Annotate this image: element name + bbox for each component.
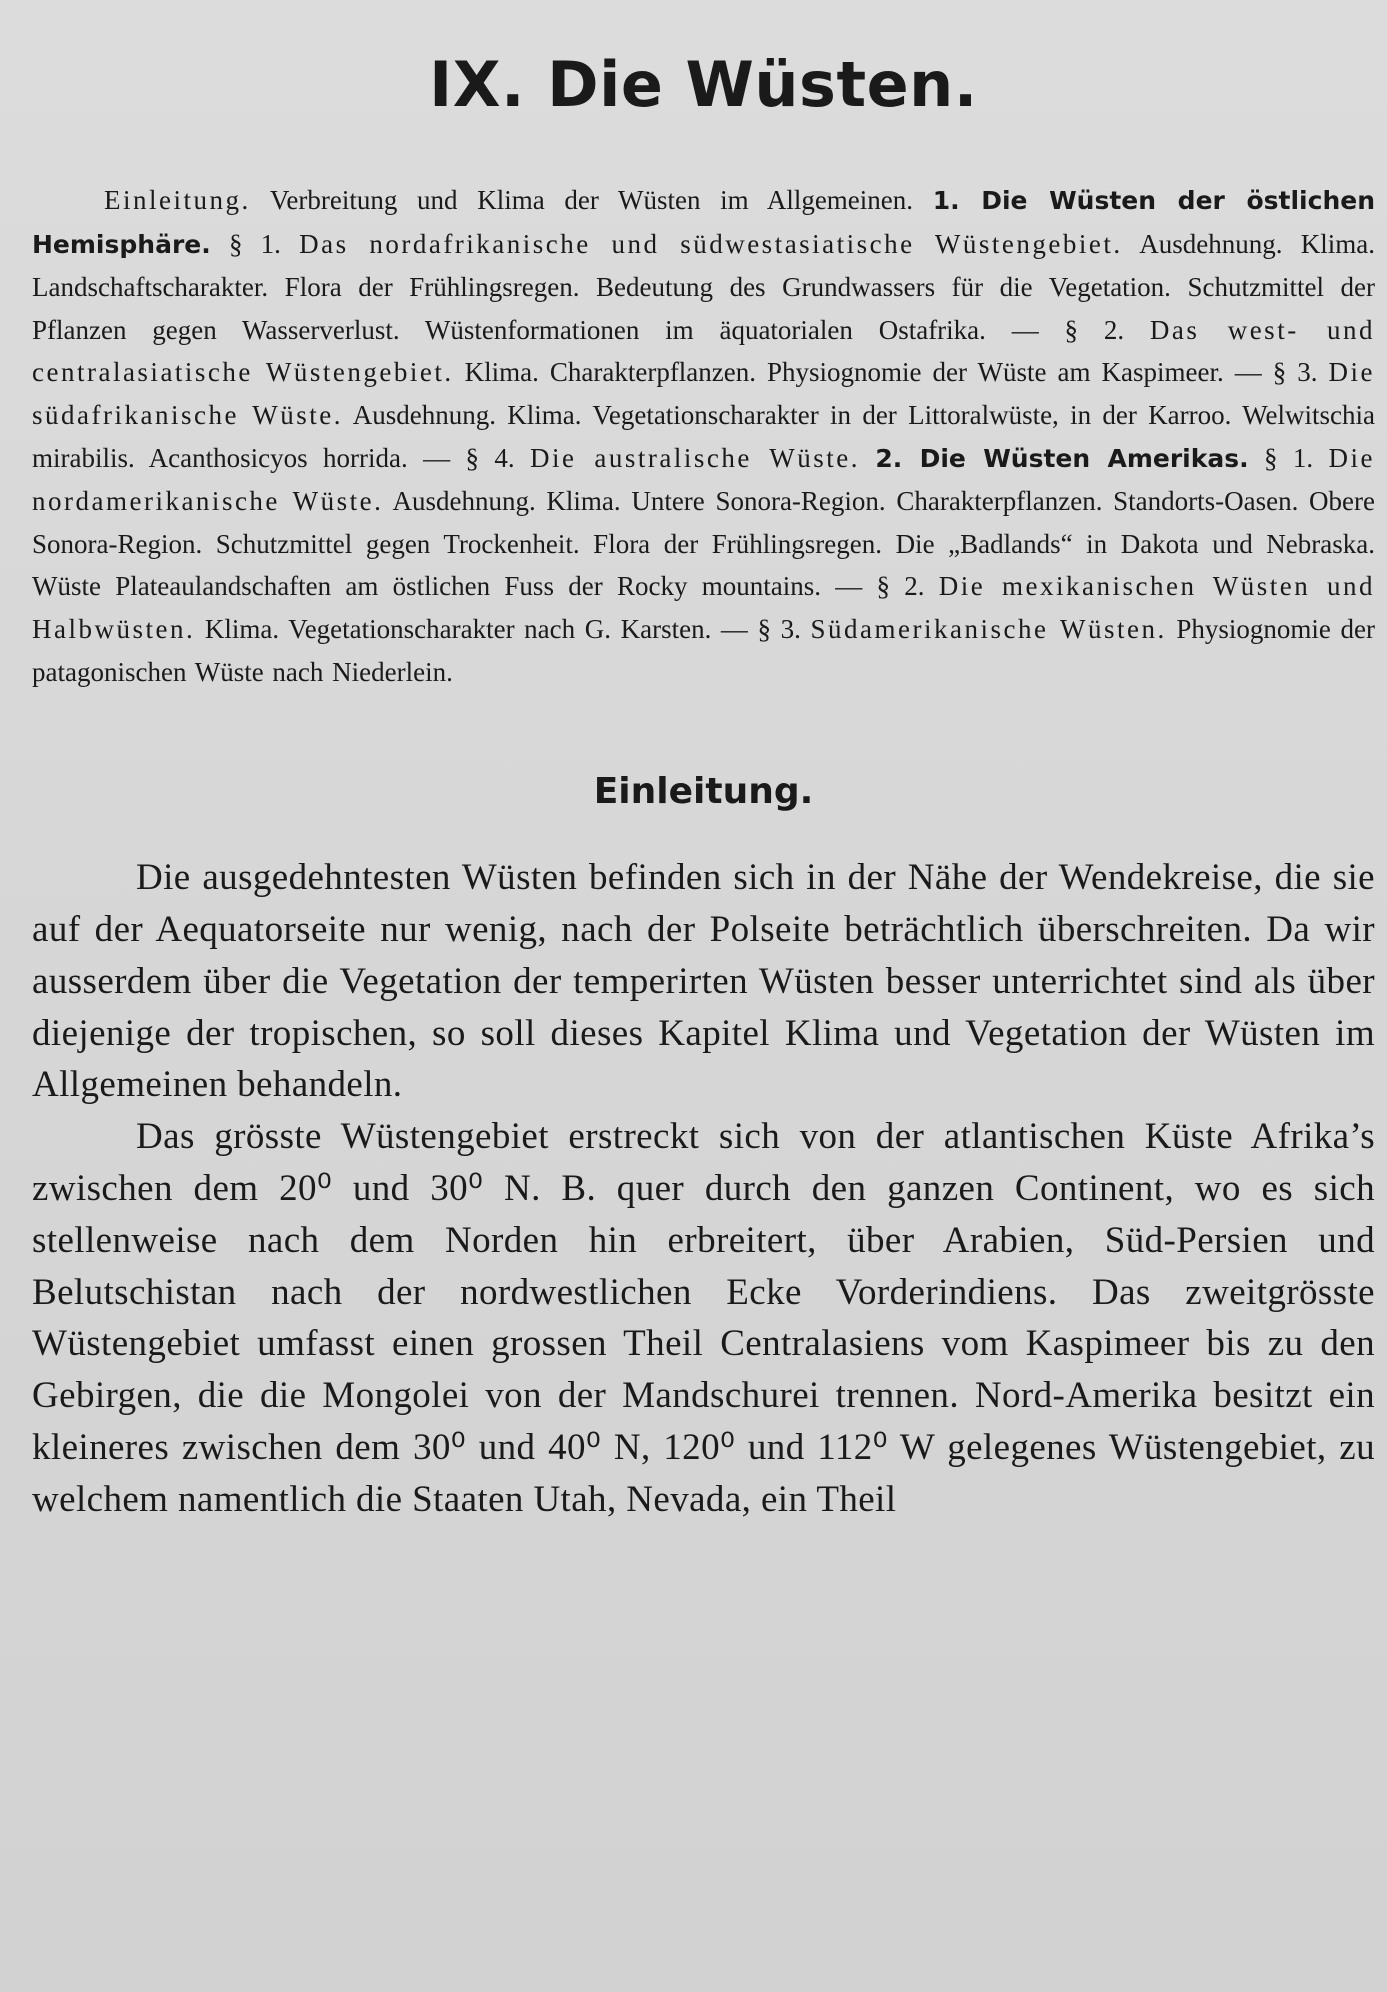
summary-text: Physiognomie der patagonischen Wüste nach Niederlein. [32, 613, 1375, 687]
summary-section-title: Das west- und centralasiatische Wüstengebiet. [32, 314, 1375, 388]
summary-section-mark: § 1. [210, 228, 300, 259]
summary-text: Klima. Vegetationscharakter nach G. Karsten. — § 3. [195, 613, 811, 644]
section-heading: Einleitung. [593, 771, 814, 813]
summary-section-title: Das nordafrikanische und südwestasiatische Wüstengebiet. [299, 228, 1123, 259]
summary-section-title: Die nordamerikanische Wüste. [32, 442, 1376, 517]
summary-paragraph [32, 179, 1375, 693]
body-paragraph-2: Das grösste Wüstengebiet erstreckt sich von der atlantischen Küste Afrika’s zwischen dem 20⁰ und 30⁰ N. B. quer durch den ganzen Continent, wo es sich stellenweise nach dem Norden hin erbreitert, über Arabien, Süd-Persien und Belutschistan nach der nordwestlichen Ecke Vorderindiens. Das zweitgrösste Wüstengebiet umfasst einen grossen Theil Centralasiens vom Kaspimeer bis zu den Gebirgen, die die Mongolei von der Mandschurei trennen. Nord-Amerika besitzt ein kleineres zwischen dem 30⁰ und 40⁰ N, 120⁰ und 112⁰ W gelegenes Wüstengebiet, zu welchem namentlich die Staaten Utah, Nevada, ein Theil [32, 1116, 1375, 1520]
body-text [32, 852, 1375, 1525]
summary-section-title: Die mexikanischen Wüsten und Halbwüsten. [32, 571, 1376, 644]
summary-text: Ausdehnung. Klima. Landschaftscharakter. Flora der Frühlingsregen. Bedeutung des Grundwassers für die Vegetation. Schutzmittel der Pflanzen gegen Wasserverlust. Wüstenformationen im äquatorialen Ostafrika. — § 2. [32, 228, 1375, 345]
summary-text: Ausdehnung. Klima. Vegetationscharakter in der Littoralwüste, in der Karroo. Welwitschia mirabilis. Acanthosicyos horrida. — § 4. [32, 399, 1375, 473]
book-page [32, 40, 1375, 1525]
chapter-summary [32, 179, 1375, 693]
summary-text: Verbreitung und Klima der Wüsten im Allgemeinen. [250, 185, 933, 215]
summary-part-heading: 1. Die Wüsten der östlichen Hemisphäre. [32, 186, 1375, 259]
summary-intro: Einleitung. [104, 185, 251, 215]
summary-text: Klima. Charakterpflanzen. Physiognomie der Wüste am Kaspimeer. — § 3. [453, 357, 1329, 388]
summary-text: Ausdehnung. Klima. Untere Sonora-Region. Charakterpflanzen. Standorts-Oasen. Obere Sonora-Region. Schutzmittel gegen Trockenheit. Flora der Frühlingsregen. Die „Badlands“ in Dakota und Nebraska. Wüste Plateaulandschaften am östlichen Fuss der Rocky mountains. — § 2. [32, 486, 1375, 602]
body-paragraph-1: Die ausgedehntesten Wüsten befinden sich in der Nähe der Wendekreise, die sie auf der Aequatorseite nur wenig, nach der Polseite beträchtlich überschreiten. Da wir ausserdem über die Vegetation der temperirten Wüsten besser unterrichtet sind als über diejenige der tropischen, so soll dieses Kapitel Klima und Vegetation der Wüsten im Allgemeinen behandeln. [32, 857, 1375, 1106]
summary-text [860, 443, 875, 473]
summary-section-title: Die südafrikanische Wüste. [32, 357, 1375, 430]
summary-part-heading: 2. Die Wüsten Amerikas. [875, 443, 1249, 473]
summary-section-mark: § 1. [1248, 442, 1329, 473]
summary-section-title: Die australische Wüste. [530, 442, 860, 473]
summary-section-title: Südamerikanische Wüsten. [810, 613, 1167, 644]
chapter-title: IX. Die Wüsten. [429, 48, 978, 121]
